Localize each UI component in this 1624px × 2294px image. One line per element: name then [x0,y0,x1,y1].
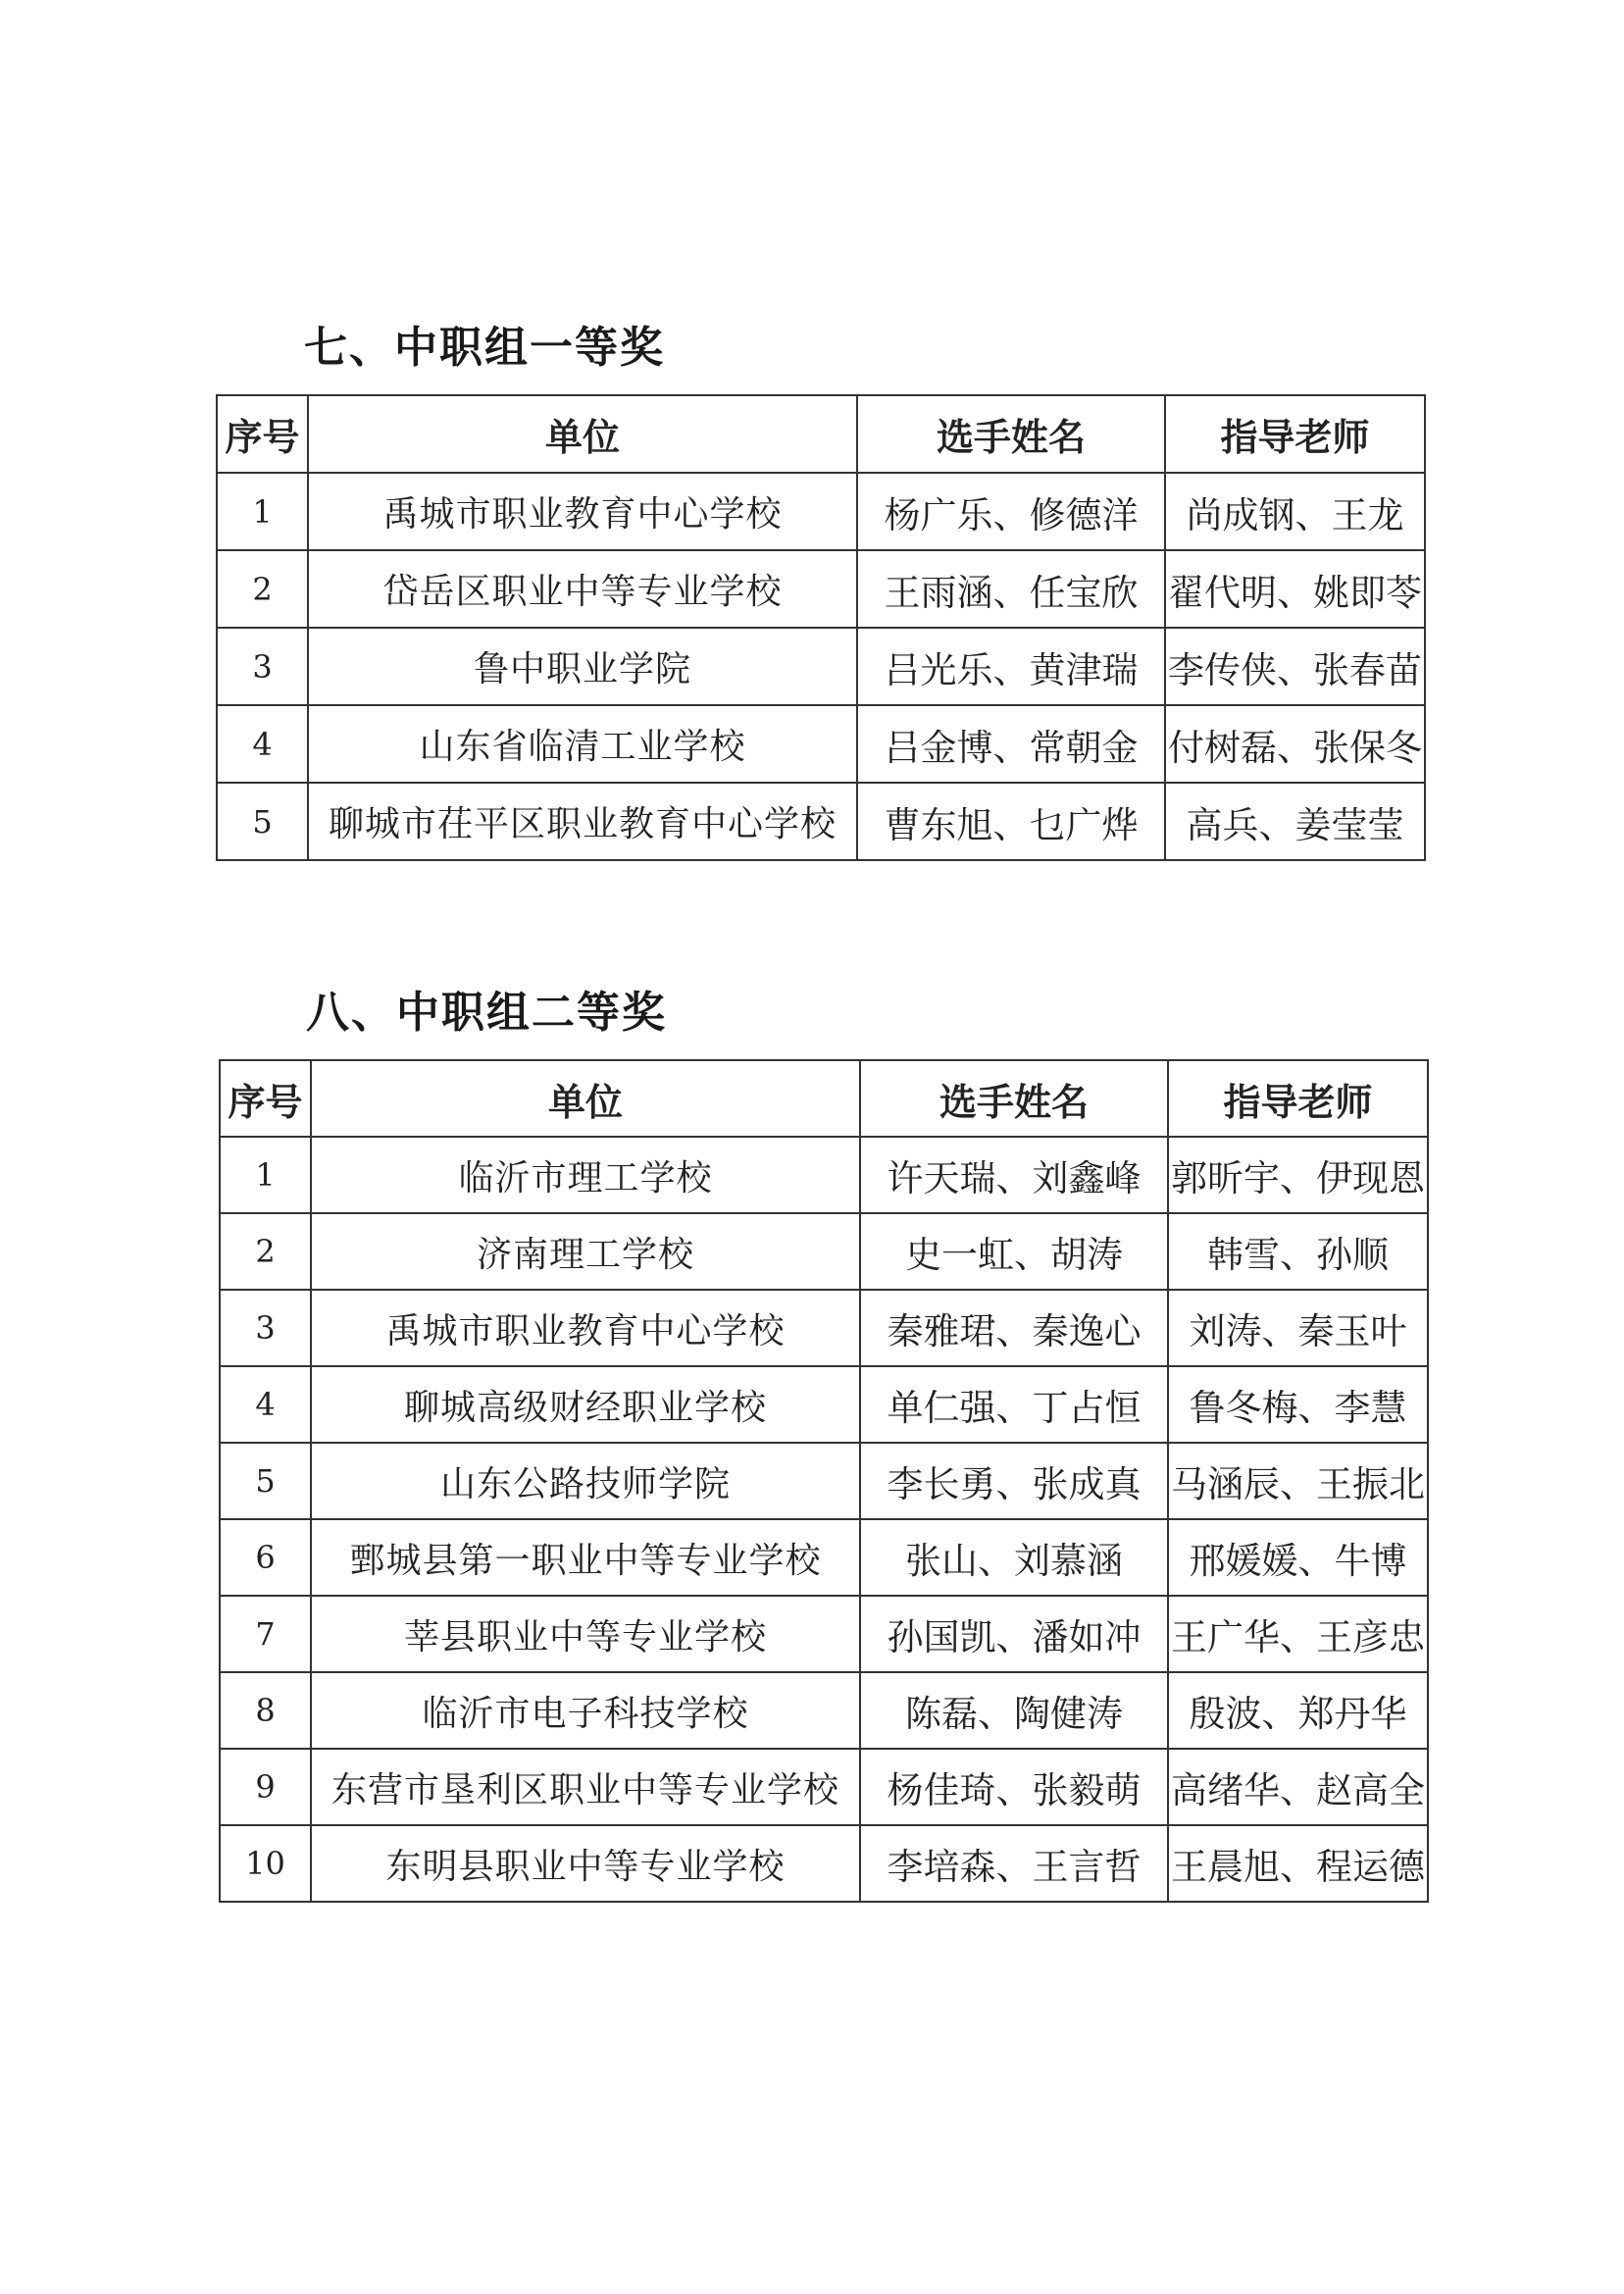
row-unit: 山东公路技师学院 [311,1443,860,1519]
row-contestants: 李长勇、张成真 [860,1443,1168,1519]
row-contestants: 许天瑞、刘鑫峰 [860,1137,1168,1213]
row-advisors: 翟代明、姚即苓 [1165,550,1425,628]
row-contestants: 王雨涵、任宝欣 [857,550,1165,628]
row-advisors: 王广华、王彦忠 [1168,1596,1428,1672]
row-index: 2 [217,550,308,628]
second-prize-rows [220,1137,1428,1902]
row-unit: 聊城市茌平区职业教育中心学校 [308,783,857,860]
row-contestants: 杨广乐、修德洋 [857,473,1165,550]
table-row [220,1290,1428,1366]
table-row [220,1596,1428,1672]
row-index: 1 [217,473,308,550]
header-unit: 单位 [308,395,857,473]
table-row [220,1519,1428,1596]
row-contestants: 杨佳琦、张毅萌 [860,1749,1168,1825]
row-contestants: 张山、刘慕涵 [860,1519,1168,1596]
first-prize-table [216,394,1426,861]
row-index: 1 [220,1137,311,1213]
table-row [220,1366,1428,1443]
row-contestants: 史一虹、胡涛 [860,1213,1168,1290]
row-index: 10 [220,1825,311,1902]
row-unit: 东营市垦利区职业中等专业学校 [311,1749,860,1825]
section-title-second-prize: 八、中职组二等奖 [306,988,667,1038]
row-advisors: 马涵辰、王振北 [1168,1443,1428,1519]
row-advisors: 付树磊、张保冬 [1165,705,1425,783]
table-row [220,1825,1428,1902]
row-index: 6 [220,1519,311,1596]
row-contestants: 吕光乐、黄津瑞 [857,628,1165,705]
table-row [217,783,1425,860]
row-contestants: 单仁强、丁占恒 [860,1366,1168,1443]
row-advisors: 鲁冬梅、李慧 [1168,1366,1428,1443]
row-index: 7 [220,1596,311,1672]
second-prize-table [219,1059,1429,1903]
table-row [220,1672,1428,1749]
row-index: 8 [220,1672,311,1749]
header-advisors: 指导老师 [1165,395,1425,473]
row-index: 4 [217,705,308,783]
table-header-row [217,395,1425,473]
section-title-first-prize: 七、中职组一等奖 [304,323,665,373]
row-index: 2 [220,1213,311,1290]
row-index: 3 [217,628,308,705]
row-unit: 山东省临清工业学校 [308,705,857,783]
first-prize-rows [217,473,1425,860]
row-advisors: 高兵、姜莹莹 [1165,783,1425,860]
row-contestants: 吕金博、常朝金 [857,705,1165,783]
row-unit: 禹城市职业教育中心学校 [311,1290,860,1366]
row-advisors: 王晨旭、程运德 [1168,1825,1428,1902]
row-index: 5 [220,1443,311,1519]
header-contestants: 选手姓名 [860,1060,1168,1137]
table-row [217,628,1425,705]
row-unit: 临沂市电子科技学校 [311,1672,860,1749]
table-header-row [220,1060,1428,1137]
header-index: 序号 [220,1060,311,1137]
row-unit: 鄄城县第一职业中等专业学校 [311,1519,860,1596]
row-contestants: 陈磊、陶健涛 [860,1672,1168,1749]
row-index: 5 [217,783,308,860]
row-advisors: 尚成钢、王龙 [1165,473,1425,550]
table-row [220,1137,1428,1213]
row-advisors: 郭昕宇、伊现恩 [1168,1137,1428,1213]
row-advisors: 高绪华、赵高全 [1168,1749,1428,1825]
row-unit: 莘县职业中等专业学校 [311,1596,860,1672]
row-advisors: 殷波、郑丹华 [1168,1672,1428,1749]
header-unit: 单位 [311,1060,860,1137]
row-advisors: 邢媛媛、牛博 [1168,1519,1428,1596]
header-contestants: 选手姓名 [857,395,1165,473]
row-advisors: 刘涛、秦玉叶 [1168,1290,1428,1366]
row-unit: 临沂市理工学校 [311,1137,860,1213]
table-row [220,1749,1428,1825]
row-contestants: 曹东旭、乜广烨 [857,783,1165,860]
table-row [217,473,1425,550]
table-row [217,705,1425,783]
row-contestants: 孙国凯、潘如冲 [860,1596,1168,1672]
header-index: 序号 [217,395,308,473]
table-row [220,1213,1428,1290]
row-advisors: 李传侠、张春苗 [1165,628,1425,705]
table-row [220,1443,1428,1519]
table-row [217,550,1425,628]
row-index: 3 [220,1290,311,1366]
row-index: 4 [220,1366,311,1443]
row-contestants: 李培森、王言哲 [860,1825,1168,1902]
row-unit: 聊城高级财经职业学校 [311,1366,860,1443]
row-index: 9 [220,1749,311,1825]
row-unit: 东明县职业中等专业学校 [311,1825,860,1902]
row-advisors: 韩雪、孙顺 [1168,1213,1428,1290]
row-unit: 济南理工学校 [311,1213,860,1290]
row-unit: 岱岳区职业中等专业学校 [308,550,857,628]
row-unit: 鲁中职业学院 [308,628,857,705]
header-advisors: 指导老师 [1168,1060,1428,1137]
row-contestants: 秦雅珺、秦逸心 [860,1290,1168,1366]
row-unit: 禹城市职业教育中心学校 [308,473,857,550]
